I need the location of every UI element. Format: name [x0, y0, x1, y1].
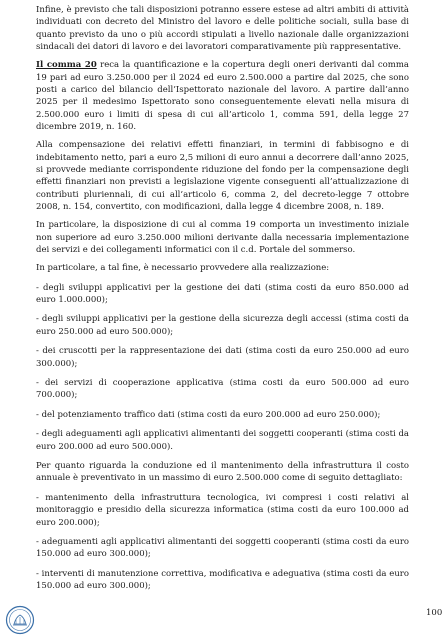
list-item: - adeguamenti agli applicativi alimentanti dei soggetti cooperanti (stima costi da euro 150.000 ad euro 300.000);: [36, 537, 409, 560]
paragraph-maintenance-cost: Per quanto riguarda la conduzione ed il mantenimento della infrastruttura il costo annuale è preventivato in un massimo di euro 2.500.000 come di seguito dettagliato:: [36, 460, 409, 484]
paragraph-initial-investment: In particolare, la disposizione di cui al comma 19 comporta un investimento iniziale non superiore ad euro 3.250.000 milioni derivante dalla necessaria implementazione dei servizi e dei collegamenti informatici con il c.d. Portale del sommerso.: [36, 220, 409, 256]
list-item: - dei servizi di cooperazione applicativa (stima costi da euro 500.000 ad euro 700.000);: [36, 377, 409, 401]
paragraph-extension-scope: Infine, è previsto che tali disposizioni potranno essere estese ad altri ambiti di attività individuati con decreto del Ministro del lavoro e delle politiche sociali, sulla base di quanto previsto da uno o più accordi stipulati a livello nazionale dalle organizzazioni sindacali dei datori di lavoro e dei lavoratori comparativamente più rappresentative.: [36, 5, 409, 53]
paragraph-compensation: Alla compensazione dei relativi effetti finanziari, in termini di fabbisogno e di indebitamento netto, pari a euro 2,5 milioni di euro annui a decorrere dall’anno 2025, si provvede mediante corrispondente riduzione del fondo per la compensazione degli effetti finanziari non previsti a legislazione vigente conseguenti all’attualizzazione di contributi pluriennali, di cui all’articolo 6, comma 2, del decreto-legge 7 ottobre 2008, n. 154, convertito, con modificazioni, dalla legge 4 dicembre 2008, n. 189.: [36, 140, 409, 213]
parliament-seal-icon: [5, 605, 35, 635]
list-item: - degli adeguamenti agli applicativi alimentanti dei soggetti cooperanti (stima costi da euro 200.000 ad euro 500.000).: [36, 429, 409, 452]
list-item: - del potenziamento traffico dati (stima costi da euro 200.000 ad euro 250.000);: [36, 409, 381, 420]
list-item: - interventi di manutenzione correttiva, modificativa e adeguativa (stima costi da euro 150.000 ad euro 300.000);: [36, 568, 409, 592]
paragraph-realization-intro: In particolare, a tal fine, è necessario provvedere alla realizzazione:: [36, 263, 330, 274]
page-number: 100: [426, 608, 443, 618]
list-item: - dei cruscotti per la rappresentazione dei dati (stima costi da euro 250.000 ad euro 300.000);: [36, 346, 409, 369]
paragraph-comma-20: Il comma 20 reca la quantificazione e la copertura degli oneri derivanti dal comma 19 pari ad euro 3.250.000 per il 2024 ed euro 2.500.000 a partire dal 2025, che sono posti a carico del bilancio dell’Ispettorato nazionale del lavoro. A partire dall’anno 2025 per il medesimo Ispettorato sono conseguentemente elevati nella misura di 2.500.000 euro i limiti di spesa di cui all’articolo 1, comma 591, della legge 27 dicembre 2019, n. 160.: [36, 60, 409, 133]
list-item: - degli sviluppi applicativi per la gestione dei dati (stima costi da euro 850.000 ad euro 1.000.000);: [36, 282, 409, 305]
list-item: - degli sviluppi applicativi per la gestione della sicurezza degli accessi (stima costi da euro 250.000 ad euro 500.000);: [36, 314, 409, 337]
paragraph-lead: Il comma 20: [36, 60, 97, 71]
document-page: [36, 4, 409, 598]
list-item: - mantenimento della infrastruttura tecnologica, ivi compresi i costi relativi al monitoraggio e presidio della sicurezza informatica (stima costi da euro 100.000 ad euro 200.000);: [36, 492, 409, 528]
